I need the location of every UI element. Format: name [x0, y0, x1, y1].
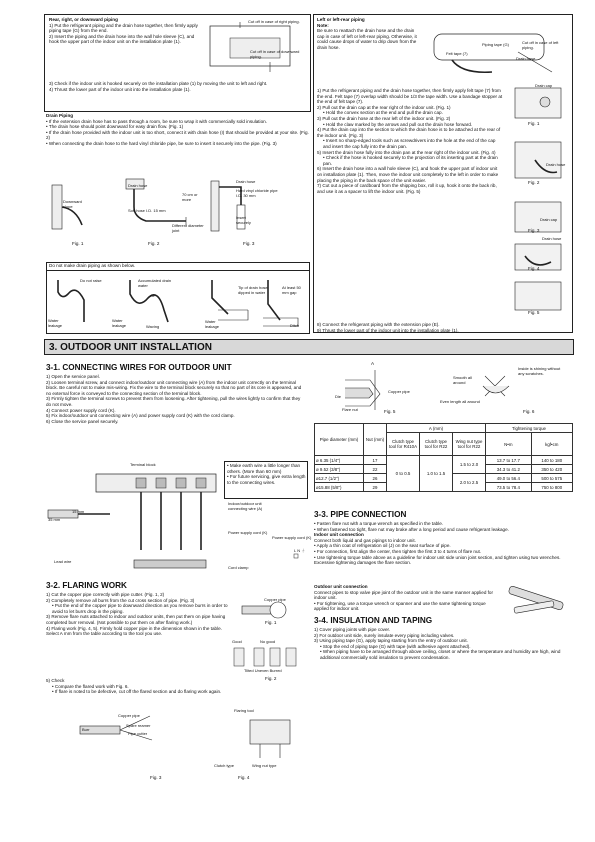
flare-fig5-caption: Fig. 5 [384, 409, 396, 414]
left-piping-unit-illustration [422, 22, 572, 80]
lead-wire-label: Lead wire [54, 559, 72, 564]
cell-torque-kgf: 500 to 575 [531, 474, 572, 483]
s34-content [314, 627, 573, 661]
drain-bullet: • If the drain hose provided with the indoor unit is too short, connect it with drain hose (I) that should be provided at your site. (Fig. 2) [46, 129, 309, 141]
s32-step: 1) Cut the copper pipe correctly with pipe cutter. (Fig. 1, 2) [46, 592, 165, 597]
cut-left-label: Cut off in case of left piping. [522, 40, 559, 50]
th-nut: Nut (mm) [364, 424, 387, 456]
power-cord-label: Power supply cord (K) [228, 530, 268, 535]
water-leakage-label-2: Water leakage [112, 318, 127, 328]
pipe-cutter-label: Pipe cutter [128, 731, 148, 736]
terminal-block-label: Terminal block [130, 462, 156, 467]
s31-step: 5) Fix indoor/outdoor unit connecting wire (A) and power supply cord (K) with the cord clamp. [46, 413, 235, 419]
rear-step: 1) Put the refrigerant piping and the drain hose together, then firmly apply piping tape (G) from the end. [49, 22, 198, 34]
cell-torque-kgf: 350 to 420 [531, 465, 572, 474]
rear-piping-text [49, 17, 199, 45]
left-step: • Hold the claw marked by the arrows and pull out the drain hose forward. [323, 121, 473, 127]
th-a: A (mm) [387, 424, 486, 433]
lnx-label: L N ⏚ [294, 548, 306, 553]
drain-cap-label-1: Drain cap [535, 83, 553, 88]
s31-step: 6) Close the service panel securely. [46, 418, 119, 424]
reaming-flaring-illustration [60, 706, 310, 766]
s32-step: 4) Flaring work (Fig. 4, 5). Firmly hold copper pipe in the dimension shown in the table. Select A mm from the table according to the tool you use. [46, 625, 222, 637]
torque-wrench-illustration [504, 580, 572, 620]
s31-step: 2) Loosen terminal screw, and connect indoor/outdoor unit connecting wire (A) from the indoor unit correctly on the terminal block. Be careful not to make mis-wiring. Fix the wire to the terminal block securely so that no part of its core is appeared, and no external force is conveyed to the connecting section of the terminal block. [46, 379, 302, 396]
drain-bullet: • The drain hose should point downward for easy drain flow. (Fig. 1) [46, 124, 184, 130]
left-fig3-caption: Fig. 3 [528, 228, 540, 233]
ditch-label: Ditch [290, 323, 300, 328]
flaring-fig4-caption: Fig. 4 [238, 775, 250, 780]
die-label: Die [335, 394, 342, 399]
good-label: Good [232, 639, 242, 644]
outdoor-connection-title: Outdoor unit connection [314, 584, 368, 589]
rear-step: 3) Check if the indoor unit is hooked securely on the installation plate (1) by moving the unit to left and right. [49, 81, 268, 86]
mm35-label: 35 mm [48, 517, 61, 522]
tilted-label: Tilted Uneven Burred [244, 668, 282, 673]
left-fig4-caption: Fig. 4 [528, 266, 540, 271]
s32-title: 3-2. FLARING WORK [46, 581, 127, 590]
different-joint-label: Different diameter joint [172, 223, 204, 233]
left-step: 7) Cut out a piece of cardboard from the shipping box, roll it up, hook it onto the back rib, and use it as a spacer to lift the indoor unit. (Fig. 5) [317, 183, 497, 194]
insert-securely-label: Insert securely [236, 215, 251, 225]
th-clutch-r22: Clutch type tool for R22 [420, 433, 453, 456]
th-nm: N•m [486, 433, 532, 456]
s31-title: 3-1. CONNECTING WIRES FOR OUTDOOR UNIT [46, 363, 232, 372]
drain-hose-label: Drain hose [128, 183, 148, 188]
spare-reamer-label: Spare reamer [126, 723, 151, 728]
inside-shining-label: Inside is shining without any scratches. [518, 366, 561, 376]
s33-bullet: • Use tightening torque table above as a guideline for indoor unit side union joint section, and tighten using two wrenches. Excessive tightening damages the flare section. [314, 554, 561, 566]
mm15-label: 15 mm [72, 509, 85, 514]
do-not-raise-label: Do not raise [80, 278, 102, 283]
left-piping-intro [317, 17, 421, 51]
flaring-illustrations [232, 590, 312, 700]
drain-hose-label-2: Drain hose [236, 179, 256, 184]
smooth-label: Smooth all around [453, 375, 472, 385]
left-step: • Insert no sharp-edged tools such as screwdrivers into the hole at the end of the cap and insert the cap fully into the drain pan. [323, 138, 496, 149]
wiring-note: • For future servicing, give extra length to the connecting wires. [227, 474, 306, 485]
water-leakage-label-3: Water leakage [205, 319, 220, 329]
wiring-note: • Make earth wire a little longer than others. (More than 60 mm) [227, 463, 301, 474]
flare-fig6-caption: Fig. 6 [523, 409, 535, 414]
left-step: 1) Put the refrigerant piping and the drain hose together, then firmly apply felt tape (7) from the end. Felt tape (7) overlap width should be 1/3 the tape width. Use a bandage stopper at the end of felt tape (7). [317, 88, 503, 105]
s33-bullet: • For tightening, use a torque wrench or spanner and use the same tightening torque applied for indoor unit. [314, 600, 486, 612]
cell-torque-nm: 13.7 to 17.7 [486, 456, 532, 465]
indoor-connection-text: Connect both liquid and gas pipings to indoor unit. [314, 537, 416, 543]
cell-r22: 1.0 to 1.5 [420, 456, 453, 492]
s32-steps [46, 592, 232, 637]
wiring-notes [227, 463, 307, 485]
cell-dia: ø15.88 (5/8") [315, 483, 364, 492]
left-step: 3) Pull out the drain hose at the rear left of the indoor unit. (Fig. 2) [317, 115, 451, 121]
s34-title: 3-4. INSULATION AND TAPING [314, 616, 433, 625]
s33-content [314, 521, 573, 566]
drain-fig3-caption: Fig. 3 [243, 241, 255, 246]
left-step: 6) Insert the drain hose into a wall hole sleeve (C), and hook the upper part of indoor unit on installation plate (1). Then, move the indoor unit completely to the left in order to make placing the piping in the back space of the unit easier. [317, 166, 499, 183]
s34-step: 2) For outdoor unit side, surely insulate every piping including valves. [314, 632, 455, 638]
left-piping-steps [317, 88, 503, 194]
s31-step: 1) Open the service panel. [46, 374, 100, 379]
s34-step: 1) Cover piping joints with pipe cover. [314, 627, 391, 632]
s34-step: 3) Using piping tape (G), apply taping starting from the entry of outdoor unit. [314, 638, 468, 644]
s33-bullet: • For connection, first align the center, then tighten the first 3 to 4 turns of flare nut. [314, 548, 482, 554]
outdoor-connection-text: Connect pipes to stop valve pipe joint of the outdoor unit in the same manner applied for indoor unit. [314, 589, 494, 601]
cell-torque-kgf: 140 to 180 [531, 456, 572, 465]
s32-step: • Put the end of the copper pipe to downward direction as you remove burrs in order to avoid to let burrs drop in the piping. [52, 603, 228, 614]
tip-dipped-label: Tip of drain hose dipped in water [238, 285, 268, 295]
water-leakage-label-1: Water leakage [48, 318, 63, 328]
cell-nut: 26 [364, 474, 387, 483]
cell-nut: 17 [364, 456, 387, 465]
wing-nut-type-label: Wing nut type [252, 763, 277, 768]
cord-clamp-label: Cord clamp [228, 565, 249, 570]
even-length-label: Even length all around [440, 399, 480, 404]
cm70-label: 70 cm or more [182, 192, 198, 202]
do-not-drain-divider [46, 270, 310, 271]
cell-r410a: 0 to 0.5 [387, 456, 420, 492]
rear-piping-illustration [200, 18, 308, 78]
rear-piping-text-wide [49, 81, 307, 92]
drain-piping-title: Drain Piping [46, 113, 74, 118]
left-piping-steps-wide [317, 322, 571, 333]
s34-bullet: • Stop the end of piping tape (G) with tape (with adhesive agent attached). [320, 643, 471, 649]
rear-step: 2) Insert the piping and the drain hose into the wall hole sleeve (C), and hook the upper part of the indoor unit on the installation plate (1). [49, 33, 195, 45]
drain-cap-label-2: Drain cap [540, 217, 558, 222]
rear-step: 4) Thrust the lower part of the indoor unit into the installation plate (1). [49, 86, 191, 92]
waving-label: Waving [146, 324, 160, 329]
s33-bullet: • When fastened too tight, flare nut may brake after a long period and cause refrigerant leakage. [314, 526, 509, 532]
left-fig1-caption: Fig. 1 [528, 121, 540, 126]
copper-pipe-label-3: Copper pipe [388, 389, 410, 394]
th-pipe-diameter: Pipe diameter (mm) [315, 424, 364, 456]
s31-step: 4) Connect power supply cord (K). [46, 407, 116, 413]
flaring-fig1-caption: Fig. 1 [265, 620, 277, 625]
do-not-drain-title: Do not make drain piping as shown below. [49, 263, 136, 268]
left-piping-figures [505, 80, 571, 320]
flaring-fig2-caption: Fig. 2 [265, 676, 277, 681]
left-fig5-caption: Fig. 5 [528, 310, 540, 315]
cell-wing-2: 2.0 to 2.5 [453, 474, 486, 492]
drain-fig2-caption: Fig. 2 [148, 241, 160, 246]
s32-step: 2) Completely remove all burrs from the cut cross section of pipe. (Fig. 3) [46, 597, 195, 603]
left-step: 8) Connect the refrigerant piping with the extension pipe (E). [317, 322, 440, 327]
note-title: Note: [317, 22, 329, 28]
left-step: • Hold the convex section at the end and pull the drain cap. [323, 110, 443, 116]
drain-piping-section [46, 113, 309, 147]
no-good-label: No good [260, 639, 276, 644]
clutch-type-label: Clutch type [214, 763, 235, 768]
flaring-tool-label: Flaring tool [234, 708, 254, 713]
left-fig2-caption: Fig. 2 [528, 180, 540, 185]
indoor-outdoor-wire-label: Indoor/outdoor unit connecting wire (A) [228, 501, 263, 511]
accumulated-water-label: Accumulated drain water [138, 278, 172, 288]
left-piping-title: Left or left-rear piping [317, 17, 365, 22]
drain-fig1-caption: Fig. 1 [72, 241, 84, 246]
cell-dia: ø12.7 (1/2") [315, 474, 364, 483]
downward-slope-label: Downward slope [63, 199, 82, 209]
drain-bullet: • If the extension drain hose has to pass through a room, be sure to wrap it with commercially sold insulation. [46, 118, 267, 124]
drain-hose-label-tr3: Drain hose [542, 236, 562, 241]
cut-downward-label: Cut off in case of downward piping. [250, 49, 300, 59]
flare-torque-table [314, 423, 573, 492]
drain-bullet: • When connecting the drain hose to the hard vinyl chloride pipe, be sure to insert it securely into the pipe. (Fig. 3) [46, 140, 277, 146]
cell-torque-nm: 49.0 to 56.4 [486, 474, 532, 483]
s34-bullet: • When piping have to be arranged through above ceiling, closet or where the temperature and humidity are high, wind additional commercially sold insulation to prevent condensation. [320, 649, 561, 660]
s32-step: 5) Check [46, 678, 65, 683]
cell-nut: 29 [364, 483, 387, 492]
power-cord-label-2: Power supply cord (K) [272, 535, 312, 540]
th-wing-r22: Wing nut type tool for R22 [453, 433, 486, 456]
th-kgfcm: kgf•cm [531, 433, 572, 456]
copper-pipe-label-2: Copper pipe [118, 713, 140, 718]
s32-step: • Compare the flared work with Fig. 6. [52, 683, 129, 689]
cell-wing-1: 1.5 to 2.0 [453, 456, 486, 474]
left-step: 5) Insert the drain hose fully into the drain pan at the rear right of the indoor unit. (Fig. 4) [317, 149, 496, 155]
note-text: Be sure to reattach the drain hose and the drain cap in case of left or left-rear piping. Otherwise, it could cause drops of water to drip down from the drain hose. [317, 28, 417, 50]
outdoor-connection [314, 584, 500, 612]
cell-torque-kgf: 750 to 800 [531, 483, 572, 492]
gap-label: At least 50 mm gap [282, 285, 301, 295]
hard-vinyl-label: Hard vinyl chloride pipe I.D. 30 mm [236, 188, 278, 198]
left-step: 4) Put the drain cap into the section to which the drain hose is to be attached at the rear of the indoor unit. (Fig. 3) [317, 127, 501, 138]
felt-tape-label: Felt tape (7) [446, 51, 468, 56]
s32-step: 3) Remove flare nuts attached to indoor and outdoor units, then put them on pipe having completed burr removal. (Not possible to put them on after flaring work.) [46, 614, 226, 625]
flare-nut-label: Flare nut [342, 407, 358, 412]
copper-pipe-label: Copper pipe [264, 597, 286, 602]
cell-dia: ø 9.52 (3/8") [315, 465, 364, 474]
soft-hose-label: Soft hose I.D. 15 mm [128, 208, 166, 213]
rear-piping-title: Rear, right, or downward piping [49, 17, 118, 22]
s33-bullet: • Fasten flare nut with a torque wrench as specified in the table. [314, 521, 444, 526]
drain-hose-tr-label: Drain hose [516, 56, 536, 61]
left-step: 9) Thrust the lower part of the indoor unit into the installation plate (1). [317, 327, 459, 333]
s31-step: 3) Firmly tighten the terminal screws to prevent them from loosening. After tightening, pull the wires lightly to confirm that they do not move. [46, 396, 301, 407]
cell-nut: 22 [364, 465, 387, 474]
th-clutch-r410a: Clutch type tool for R410A [387, 433, 420, 456]
cell-torque-nm: 34.3 to 41.2 [486, 465, 532, 474]
burr-label: Burr [82, 727, 90, 732]
left-step: • Check if the hose is hooked securely to the projection of its inserting part at the drain pan. [323, 155, 498, 166]
s32-step: • If flare is noted to be defective, cut off the flared section and do flaring work again. [52, 689, 222, 695]
th-torque: Tightening torque [486, 424, 573, 433]
cell-dia: ø 6.35 (1/4") [315, 456, 364, 465]
s33-title: 3-3. PIPE CONNECTION [314, 510, 407, 519]
s33-bullet: • Apply a thin coat of refrigeration oil (J) on the seat surface of pipe. [314, 543, 451, 549]
flaring-fig3-caption: Fig. 3 [150, 775, 162, 780]
indoor-connection-title: Indoor unit connection [314, 532, 364, 538]
cut-right-label: Cut off in case of right piping. [248, 19, 300, 24]
drain-hose-label-tr2: Drain hose [546, 162, 566, 167]
s31-steps [46, 374, 306, 424]
section-title: 3. OUTDOOR UNIT INSTALLATION [44, 339, 574, 355]
air-label: Air [150, 293, 155, 298]
cell-torque-nm: 73.5 to 78.4 [486, 483, 532, 492]
left-step: 2) Pull out the drain cap at the rear right of the indoor unit. (Fig. 1) [317, 104, 451, 110]
a-dimension-label: A [371, 361, 375, 366]
piping-tape-label: Piping tape (G) [482, 42, 509, 47]
